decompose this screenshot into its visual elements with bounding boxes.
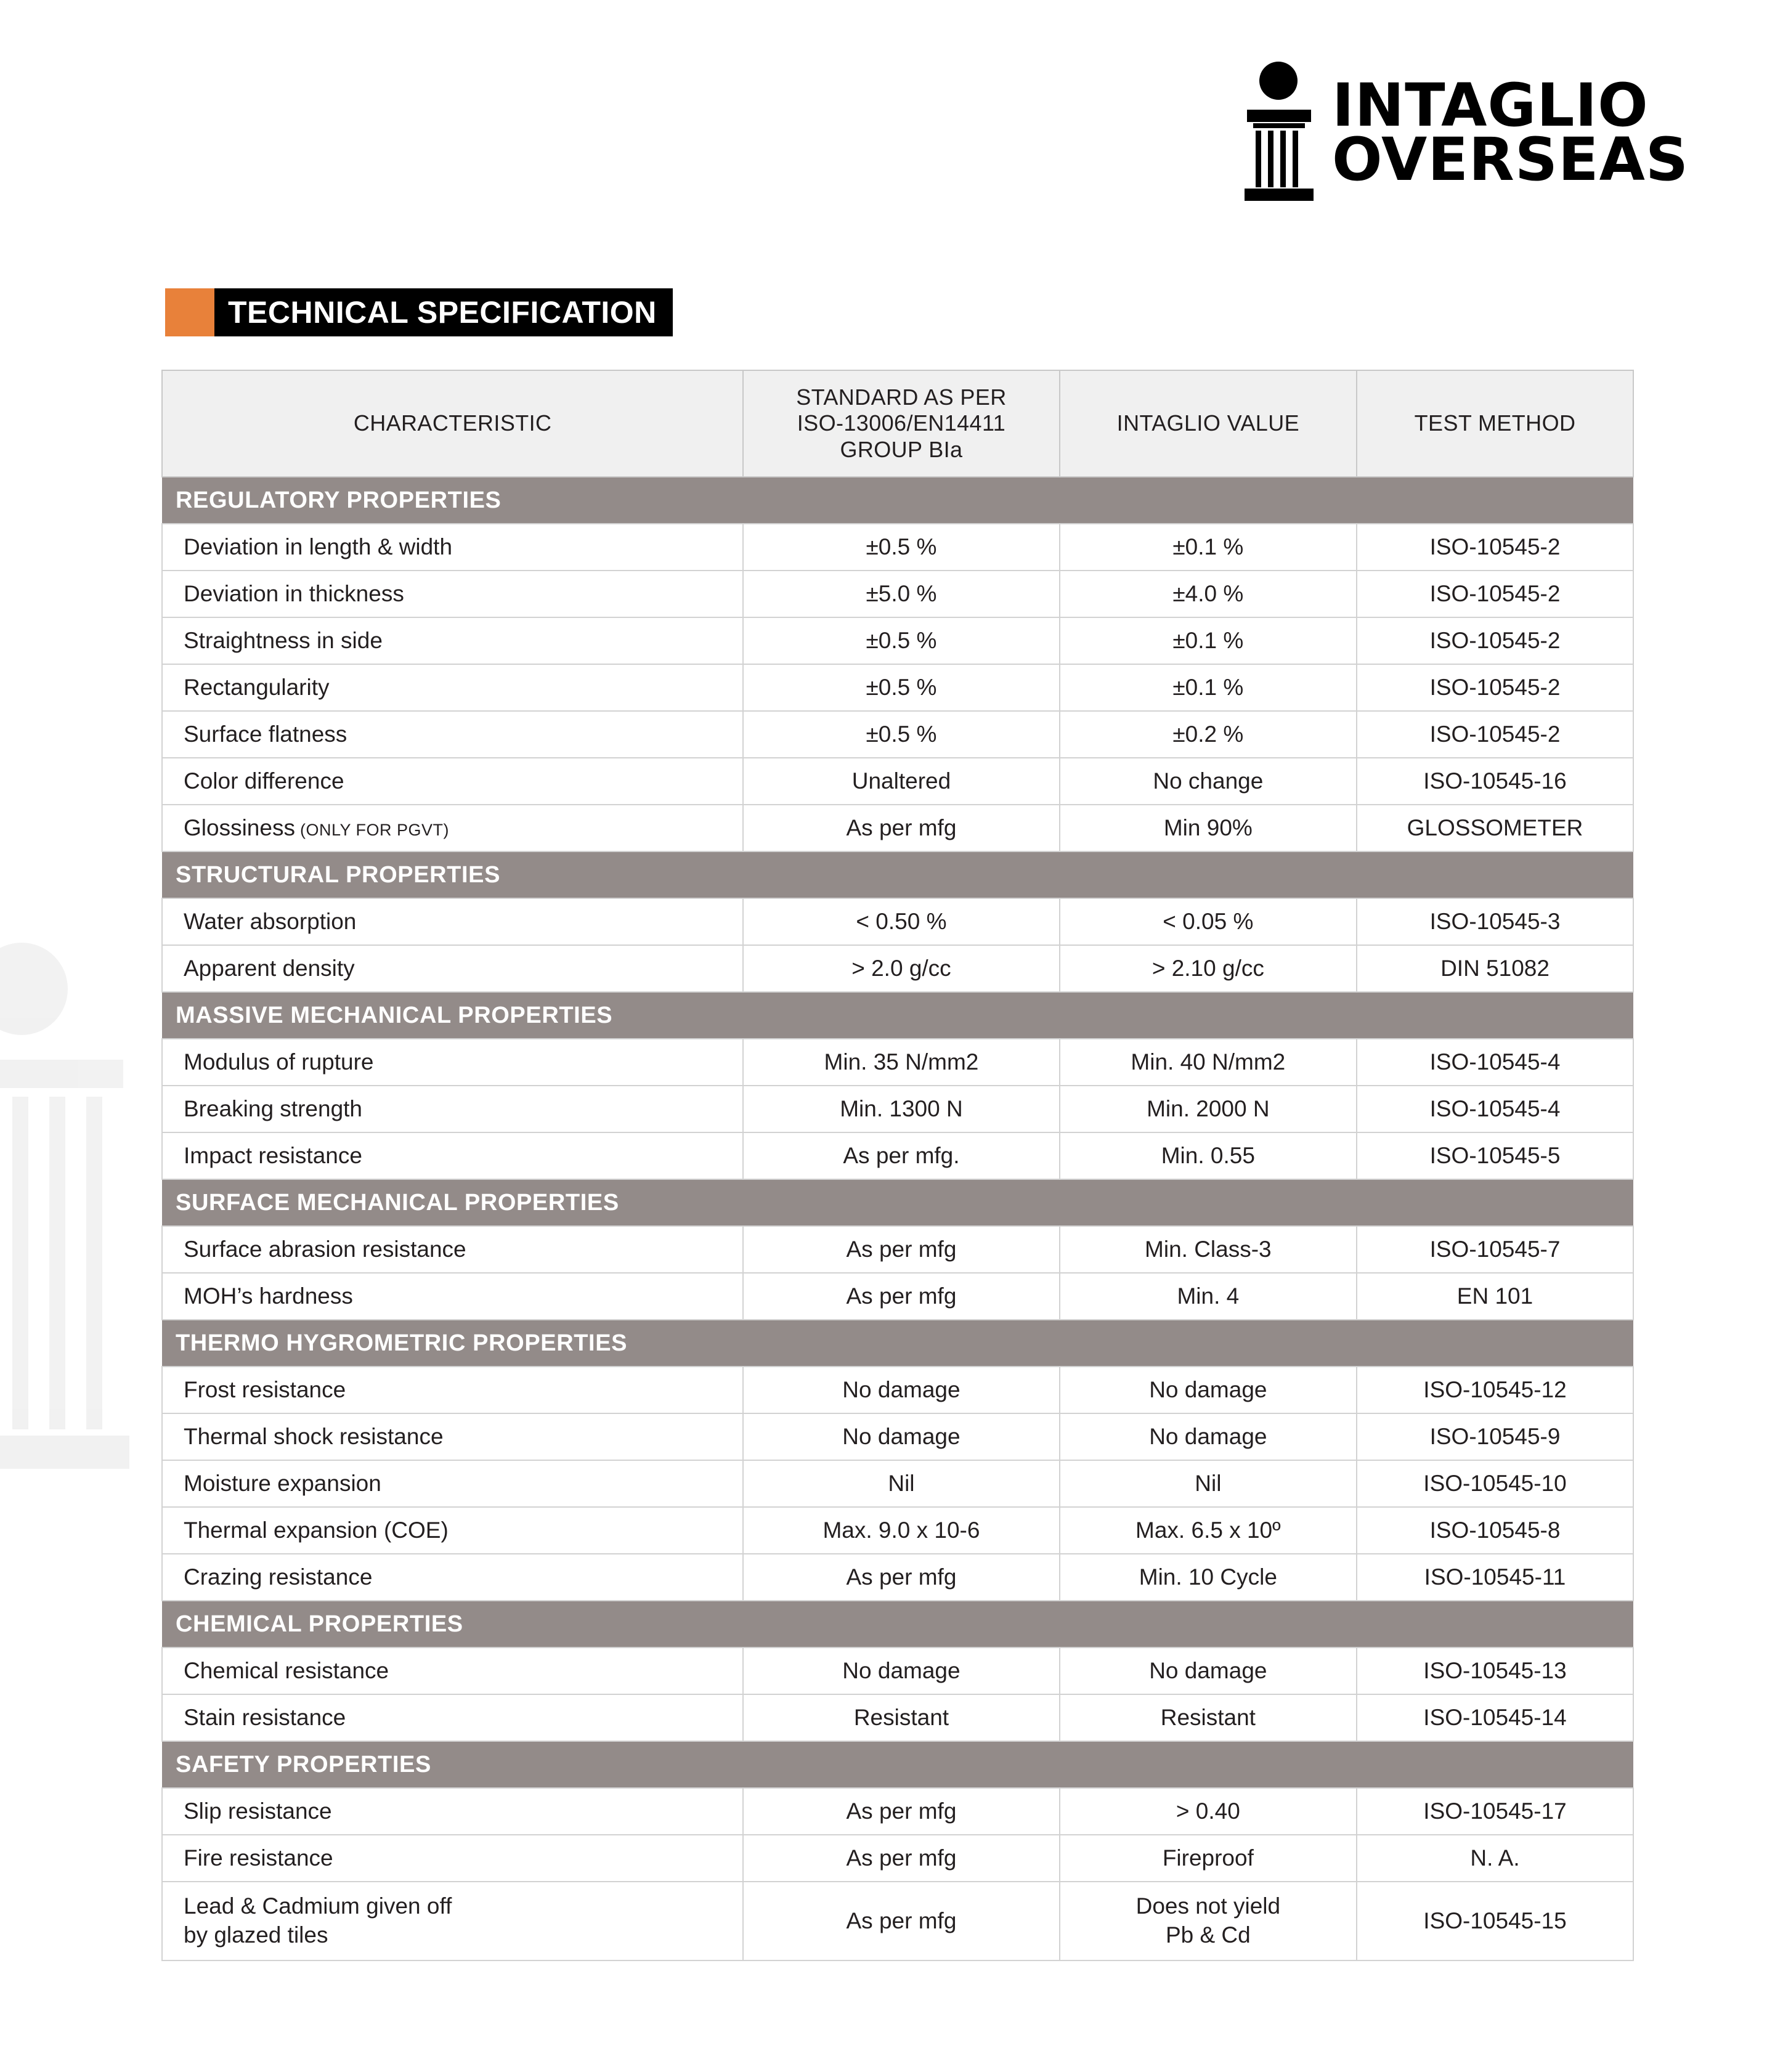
section-title: CHEMICAL PROPERTIES [162,1601,1633,1647]
cell-test-method: ISO-10545-12 [1357,1367,1633,1413]
cell-test-method: ISO-10545-8 [1357,1507,1633,1554]
cell-characteristic: Breaking strength [162,1086,743,1132]
table-row [162,1039,1633,1086]
cell-test-method: DIN 51082 [1357,945,1633,992]
cell-standard: As per mfg [743,1788,1059,1835]
cell-characteristic: Deviation in length & width [162,524,743,571]
column-header-test-method: TEST METHOD [1357,370,1633,477]
cell-standard: ±5.0 % [743,571,1059,617]
table-row [162,524,1633,571]
table-row [162,1835,1633,1882]
cell-test-method: ISO-10545-4 [1357,1086,1633,1132]
cell-intaglio-value: No damage [1060,1413,1357,1460]
cell-standard: Unaltered [743,758,1059,805]
section-header-row [162,1601,1633,1647]
table-row [162,1460,1633,1507]
cell-standard: Min. 1300 N [743,1086,1059,1132]
cell-intaglio-value: Min 90% [1060,805,1357,851]
cell-intaglio-value: Min. 2000 N [1060,1086,1357,1132]
title-color-swatch [165,288,214,336]
logo-line-2: OVERSEAS [1332,125,1689,194]
cell-characteristic: Color difference [162,758,743,805]
characteristic-note: (ONLY FOR PGVT) [294,821,449,840]
cell-test-method: ISO-10545-2 [1357,571,1633,617]
cell-characteristic: Apparent density [162,945,743,992]
cell-test-method: ISO-10545-3 [1357,898,1633,945]
table-row [162,571,1633,617]
characteristic-text: Glossiness [184,815,295,841]
standard-header-line-1: STANDARD AS PER [796,384,1007,410]
table-header-row [162,370,1633,477]
cell-standard: Nil [743,1460,1059,1507]
cell-characteristic: Thermal expansion (COE) [162,1507,743,1554]
cell-intaglio-value: No change [1060,758,1357,805]
cell-characteristic: Moisture expansion [162,1460,743,1507]
cell-intaglio-value: Fireproof [1060,1835,1357,1882]
table-row [162,1882,1633,1960]
pillar-icon [1243,62,1316,203]
cell-intaglio-value: No damage [1060,1647,1357,1694]
cell-test-method: ISO-10545-7 [1357,1226,1633,1273]
cell-test-method: ISO-10545-10 [1357,1460,1633,1507]
cell-standard: < 0.50 % [743,898,1059,945]
section-title: MASSIVE MECHANICAL PROPERTIES [162,992,1633,1039]
cell-intaglio-value: ±0.2 % [1060,711,1357,758]
cell-intaglio-value: Min. 40 N/mm2 [1060,1039,1357,1086]
cell-test-method: ISO-10545-14 [1357,1694,1633,1741]
cell-standard: As per mfg [743,1835,1059,1882]
cell-intaglio-value: Min. 10 Cycle [1060,1554,1357,1601]
cell-test-method: ISO-10545-5 [1357,1132,1633,1179]
table-row [162,1367,1633,1413]
cell-characteristic: Surface flatness [162,711,743,758]
cell-test-method: ISO-10545-17 [1357,1788,1633,1835]
cell-intaglio-value: Min. 0.55 [1060,1132,1357,1179]
cell-characteristic: Chemical resistance [162,1647,743,1694]
cell-characteristic: Thermal shock resistance [162,1413,743,1460]
cell-intaglio-value: ±0.1 % [1060,664,1357,711]
cell-characteristic: Surface abrasion resistance [162,1226,743,1273]
table-row [162,1788,1633,1835]
table-row [162,758,1633,805]
cell-intaglio-value: ±4.0 % [1060,571,1357,617]
cell-characteristic: Stain resistance [162,1694,743,1741]
page-title: TECHNICAL SPECIFICATION [214,288,673,336]
cell-standard: Resistant [743,1694,1059,1741]
table-row [162,1226,1633,1273]
cell-intaglio-value: Min. Class-3 [1060,1226,1357,1273]
table-row [162,1647,1633,1694]
cell-characteristic: Straightness in side [162,617,743,664]
table-row [162,945,1633,992]
cell-characteristic: Lead & Cadmium given off by glazed tiles [162,1882,743,1960]
cell-intaglio-value: Max. 6.5 x 10º [1060,1507,1357,1554]
cell-test-method: ISO-10545-2 [1357,617,1633,664]
cell-test-method: ISO-10545-11 [1357,1554,1633,1601]
cell-standard: ±0.5 % [743,664,1059,711]
cell-standard: No damage [743,1413,1059,1460]
table-row [162,1273,1633,1320]
cell-intaglio-value: Does not yield Pb & Cd [1060,1882,1357,1960]
cell-intaglio-value: > 0.40 [1060,1788,1357,1835]
cell-test-method: ISO-10545-2 [1357,664,1633,711]
section-title: STRUCTURAL PROPERTIES [162,851,1633,898]
table-row [162,711,1633,758]
cell-characteristic: Frost resistance [162,1367,743,1413]
cell-characteristic: Deviation in thickness [162,571,743,617]
cell-intaglio-value: No damage [1060,1367,1357,1413]
standard-header-line-2: ISO-13006/EN14411 [797,410,1006,436]
cell-intaglio-value: ±0.1 % [1060,524,1357,571]
cell-intaglio-value: > 2.10 g/cc [1060,945,1357,992]
cell-test-method: ISO-10545-2 [1357,524,1633,571]
cell-characteristic: Modulus of rupture [162,1039,743,1086]
cell-test-method: ISO-10545-13 [1357,1647,1633,1694]
cell-intaglio-value: Min. 4 [1060,1273,1357,1320]
cell-intaglio-value: ±0.1 % [1060,617,1357,664]
section-header-row [162,992,1633,1039]
brand-logo [1243,62,1689,203]
column-header-standard [743,370,1059,477]
technical-specification-table [161,370,1634,1961]
section-header-row [162,1179,1633,1226]
cell-standard: As per mfg [743,1882,1059,1960]
table-row [162,1507,1633,1554]
table-row [162,1086,1633,1132]
logo-line-1: INTAGLIO [1332,70,1649,140]
cell-characteristic: Slip resistance [162,1788,743,1835]
cell-test-method: ISO-10545-2 [1357,711,1633,758]
cell-characteristic: MOH’s hardness [162,1273,743,1320]
table-row [162,1132,1633,1179]
table-row [162,1554,1633,1601]
table-row [162,617,1633,664]
spec-table-wrapper [161,370,1634,1961]
cell-characteristic: Crazing resistance [162,1554,743,1601]
section-title: SURFACE MECHANICAL PROPERTIES [162,1179,1633,1226]
table-row [162,898,1633,945]
cell-standard: As per mfg [743,1554,1059,1601]
cell-standard: Min. 35 N/mm2 [743,1039,1059,1086]
cell-standard: As per mfg [743,805,1059,851]
cell-standard: No damage [743,1647,1059,1694]
cell-standard: As per mfg [743,1273,1059,1320]
table-row [162,664,1633,711]
section-header-row [162,1320,1633,1367]
cell-intaglio-value: < 0.05 % [1060,898,1357,945]
cell-standard: As per mfg [743,1226,1059,1273]
section-header-row [162,851,1633,898]
cell-test-method: ISO-10545-16 [1357,758,1633,805]
cell-characteristic: Fire resistance [162,1835,743,1882]
cell-standard: As per mfg. [743,1132,1059,1179]
page-title-banner [165,288,673,336]
section-title: REGULATORY PROPERTIES [162,477,1633,524]
cell-characteristic [162,805,743,851]
cell-standard: ±0.5 % [743,711,1059,758]
section-header-row [162,477,1633,524]
table-row [162,1413,1633,1460]
table-row [162,1694,1633,1741]
column-header-intaglio-value: INTAGLIO VALUE [1060,370,1357,477]
table-row [162,805,1633,851]
cell-intaglio-value: Resistant [1060,1694,1357,1741]
cell-characteristic: Impact resistance [162,1132,743,1179]
cell-standard: ±0.5 % [743,617,1059,664]
cell-characteristic: Rectangularity [162,664,743,711]
section-title: SAFETY PROPERTIES [162,1741,1633,1788]
section-title: THERMO HYGROMETRIC PROPERTIES [162,1320,1633,1367]
cell-test-method: ISO-10545-4 [1357,1039,1633,1086]
cell-standard: ±0.5 % [743,524,1059,571]
cell-standard: No damage [743,1367,1059,1413]
cell-intaglio-value: Nil [1060,1460,1357,1507]
standard-header-line-3: GROUP BIa [840,436,963,462]
cell-characteristic: Water absorption [162,898,743,945]
cell-test-method: ISO-10545-9 [1357,1413,1633,1460]
section-header-row [162,1741,1633,1788]
cell-test-method: EN 101 [1357,1273,1633,1320]
cell-test-method: GLOSSOMETER [1357,805,1633,851]
cell-test-method: N. A. [1357,1835,1633,1882]
cell-test-method: ISO-10545-15 [1357,1882,1633,1960]
column-header-characteristic: CHARACTERISTIC [162,370,743,477]
cell-standard: > 2.0 g/cc [743,945,1059,992]
cell-standard: Max. 9.0 x 10-6 [743,1507,1059,1554]
